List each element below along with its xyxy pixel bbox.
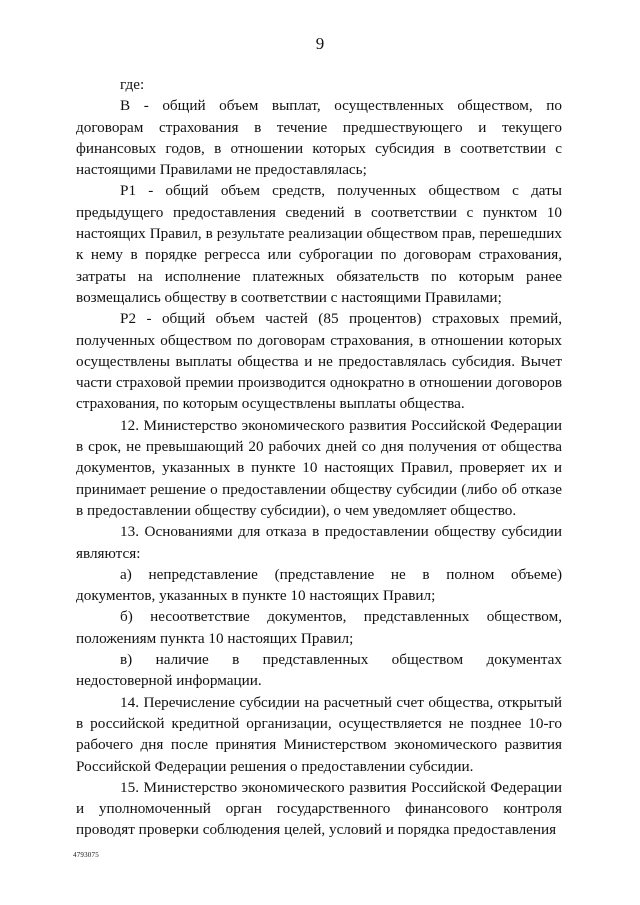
document-body	[76, 74, 562, 841]
paragraph-where: где:	[120, 76, 145, 93]
paragraph-item-12: 12. Министерство экономического развития Российской Федерации в срок, не превышающий 20 рабочих дней со дня получения от общества документов, указанных в пункте 10 настоящих Правил, проверяет их и принимает решение о предоставлении обществу субсидии (либо об отказе в предоставлении обществу субсидии), о чем уведомляет общество.	[76, 416, 562, 519]
paragraph-item-13: 13. Основаниями для отказа в предоставлении обществу субсидии являются:	[76, 523, 562, 562]
paragraph-item-13-b: б) несоответствие документов, представленных обществом, положениям пункта 10 настоящих Правил;	[76, 608, 562, 647]
paragraph-definition-p2: Р2 - общий объем частей (85 процентов) страховых премий, полученных обществом по договорам страхования, в отношении которых осуществлены выплаты общества и не предоставлялась субсидия. Вычет части страховой премии производится однократно в отношении договоров страхования, по которым осуществлены выплаты общества.	[76, 310, 562, 413]
paragraph-item-14: 14. Перечисление субсидии на расчетный счет общества, открытый в российской кредитной организации, осуществляется не позднее 10-го рабочего дня после принятия Министерством экономического развития Российской Федерации решения о предоставлении субсидии.	[76, 693, 562, 775]
document-code: 4793075	[73, 851, 99, 859]
paragraph-definition-p1: Р1 - общий объем средств, полученных обществом с даты предыдущего предоставления сведений в соответствии с пунктом 10 настоящих Правил, в результате реализации обществом прав, перешедших к нему в порядке регресса или суброгации по договорам страхования, затраты на исполнение платежных обязательств по которым ранее возмещались обществу в соответствии с настоящими Правилами;	[76, 182, 562, 306]
page-number: 9	[315, 34, 325, 53]
paragraph-item-13-a: а) непредставление (представление не в полном объеме) документов, указанных в пункте 10 настоящих Правил;	[76, 565, 562, 605]
paragraph-definition-b: В - общий объем выплат, осуществленных обществом, по договорам страхования в течение предшествующего и текущего финансовых годов, в отношении которых субсидия в соответствии с настоящими Правилами не предоставлялась;	[76, 97, 562, 179]
paragraph-item-15: 15. Министерство экономического развития Российской Федерации и уполномоченный орган государственного финансового контроля проводят проверки соблюдения целей, условий и порядка предоставления	[76, 778, 562, 839]
paragraph-item-13-c: в) наличие в представленных обществом документах недостоверной информации.	[76, 651, 562, 690]
